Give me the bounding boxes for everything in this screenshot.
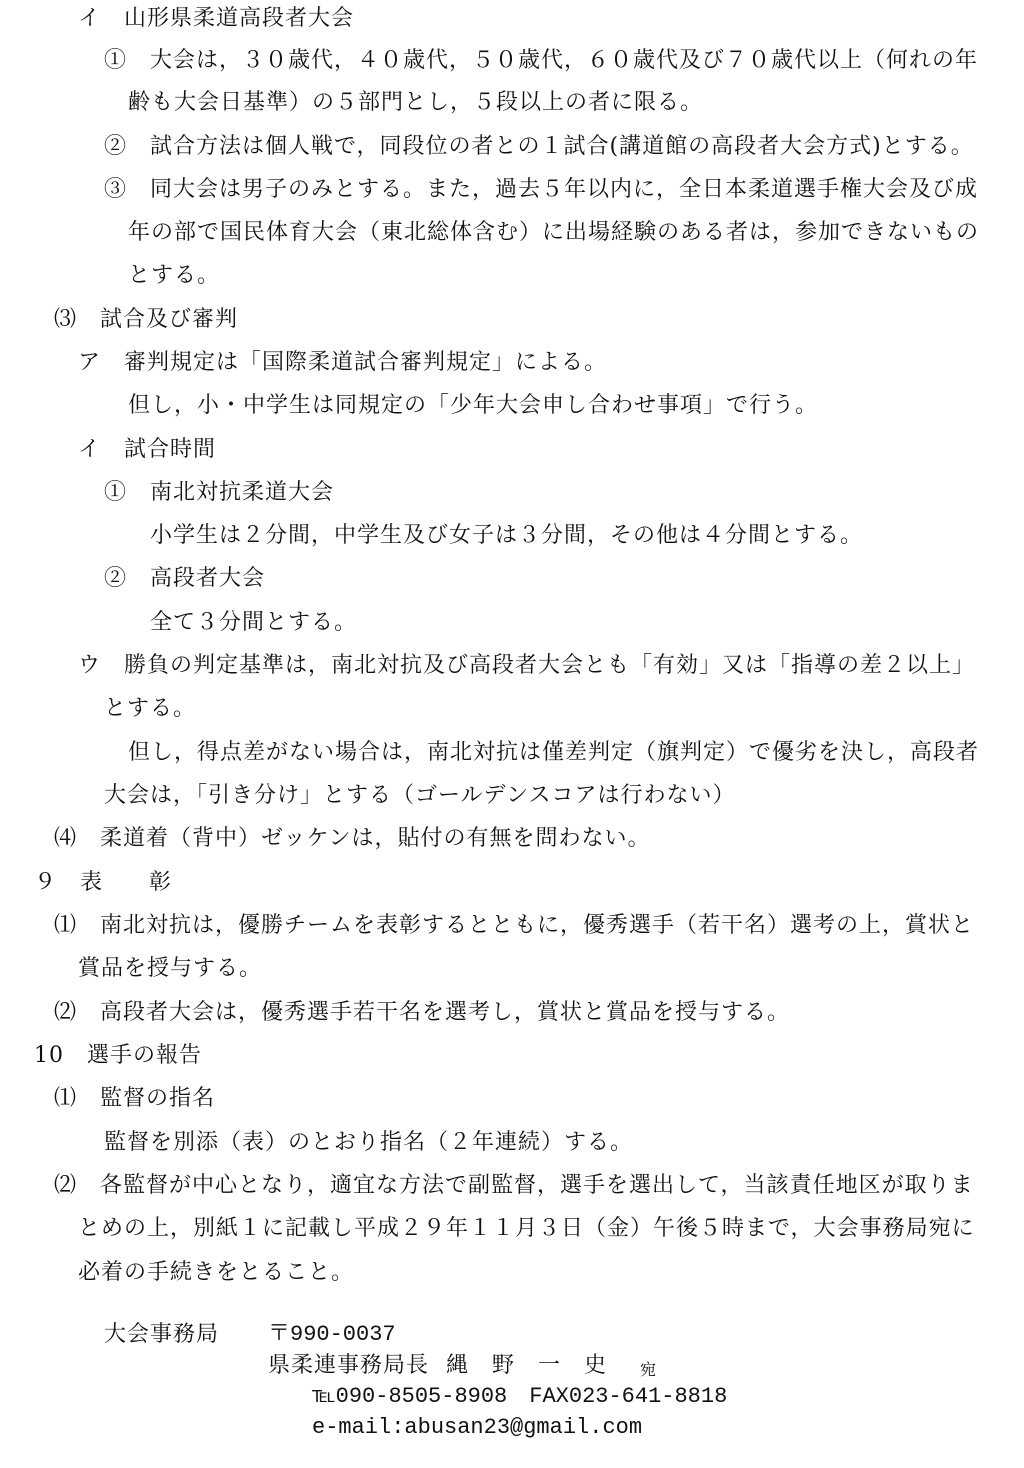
- postal-code: 〒990-0037: [268, 1322, 396, 1347]
- paragraph-line: ① 南北対抗柔道大会: [104, 480, 335, 505]
- office-label: 大会事務局: [104, 1322, 220, 1347]
- section-heading: 10 選手の報告: [34, 1043, 202, 1068]
- paragraph-line: とする。: [104, 696, 197, 721]
- chief-name: 縄 野 一 史: [446, 1353, 608, 1378]
- contact-phone-fax: ℡090-8505-8908 FAX023-641-8818: [312, 1384, 728, 1409]
- section-heading: イ 試合時間: [78, 437, 217, 462]
- paragraph-line: ② 高段者大会: [104, 566, 266, 591]
- paragraph-line: 但し，小・中学生は同規定の「少年大会申し合わせ事項」で行う。: [128, 393, 819, 418]
- contact-email: e-mail:abusan23@gmail.com: [312, 1415, 643, 1440]
- paragraph-line: ア 審判規定は「国際柔道試合審判規定」による。: [78, 350, 608, 375]
- honorific: 宛: [640, 1360, 658, 1379]
- paragraph-line: 賞品を授与する。: [78, 956, 263, 981]
- section-heading: ⑴ 監督の指名: [54, 1086, 216, 1111]
- section-heading: ９ 表 彰: [34, 870, 173, 895]
- section-heading: ⑶ 試合及び審判: [54, 307, 239, 332]
- paragraph-line: ⑵ 各監督が中心となり，適宜な方法で副監督，選手を選出して，当該責任地区が取りま: [54, 1173, 974, 1198]
- paragraph-line: ウ 勝負の判定基準は，南北対抗及び高段者大会とも「有効」又は「指導の差２以上」: [78, 653, 976, 678]
- paragraph-line: とめの上，別紙１に記載し平成２９年１１月３日（金）午後５時まで，大会事務局宛に: [78, 1216, 975, 1241]
- paragraph-line: 全て３分間とする。: [150, 610, 358, 635]
- paragraph-line: ③ 同大会は男子のみとする。また，過去５年以内に，全日本柔道選手権大会及び成: [104, 177, 979, 202]
- paragraph-line: ⑴ 南北対抗は，優勝チームを表彰するとともに，優秀選手（若干名）選考の上，賞状と: [54, 913, 975, 938]
- paragraph-line: ⑵ 高段者大会は，優秀選手若干名を選考し，賞状と賞品を授与する。: [54, 1000, 791, 1025]
- paragraph-line: 監督を別添（表）のとおり指名（２年連続）する。: [104, 1130, 634, 1155]
- paragraph-line: 但し，得点差がない場合は，南北対抗は僅差判定（旗判定）で優劣を決し，高段者: [128, 740, 980, 765]
- section-heading: ⑷ 柔道着（背中）ゼッケンは，貼付の有無を問わない。: [54, 826, 651, 851]
- paragraph-line: 年の部で国民体育大会（東北総体含む）に出場経験のある者は，参加できないもの: [128, 220, 980, 245]
- paragraph-line: 必着の手続きをとること。: [78, 1260, 355, 1285]
- section-heading: イ 山形県柔道高段者大会: [78, 6, 355, 31]
- paragraph-line: ① 大会は，３０歳代，４０歳代，５０歳代，６０歳代及び７０歳代以上（何れの年: [104, 48, 979, 73]
- paragraph-line: 大会は，「引き分け」とする（ゴールデンスコアは行わない）: [104, 783, 736, 808]
- paragraph-line: ② 試合方法は個人戦で，同段位の者との１試合(講道館の高段者大会方式)とする。: [104, 134, 974, 159]
- paragraph-line: とする。: [128, 263, 221, 288]
- paragraph-line: 小学生は２分間，中学生及び女子は３分間，その他は４分間とする。: [150, 523, 864, 548]
- chief-title: 県柔連事務局長: [268, 1353, 430, 1378]
- paragraph-line: 齢も大会日基準）の５部門とし，５段以上の者に限る。: [128, 90, 704, 115]
